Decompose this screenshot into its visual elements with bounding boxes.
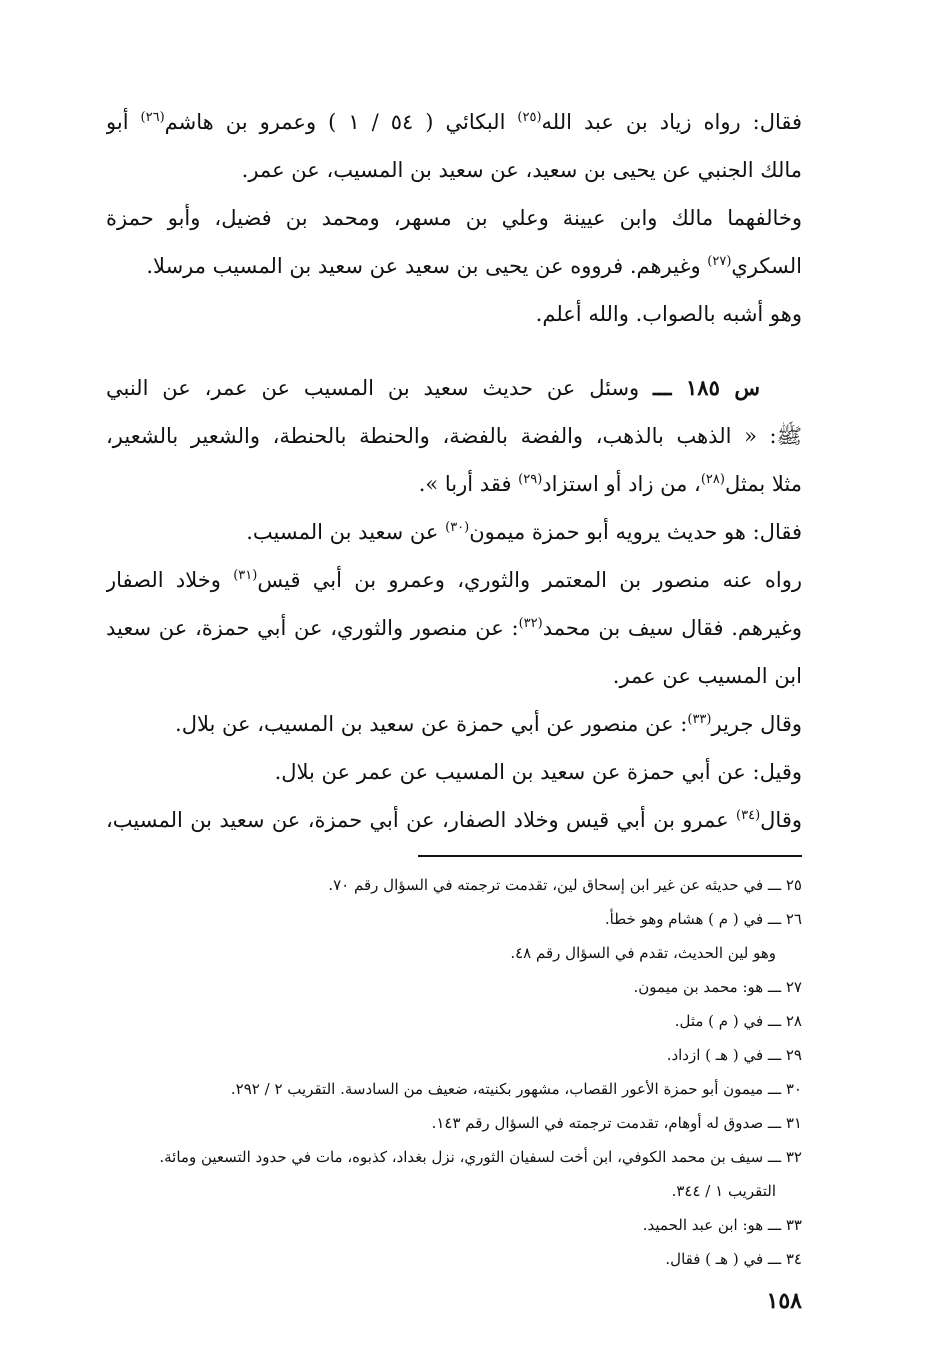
footnote: ٢٨ ـــ في ( م ) مثل.	[674, 1012, 802, 1030]
main-text	[106, 98, 802, 844]
footnote-separator	[418, 855, 802, 857]
text-line: فقال: هو حديث يرويه أبو حمزة ميمون$^{(٣٠)}$ عن سعيد بن المسيب.	[246, 520, 802, 544]
question-heading-line: س ١٨٥ ـــ وسئل عن حديث سعيد بن المسيب عن عمر، عن النبي	[106, 375, 760, 400]
footnote-ref[interactable]: (٣٢)	[518, 616, 543, 631]
footnote: ٣٤ ـــ في ( هـ ) فقال.	[665, 1250, 802, 1268]
footnote: ٢٦ ـــ في ( م ) هشام وهو خطأ.	[604, 910, 802, 928]
text-line: مثلا بمثل$^{(٢٨)}$، من زاد أو استزاد$^{(٢٩)}$ فقد أربا ».	[418, 472, 802, 496]
footnote: ٣٠ ـــ ميمون أبو حمزة الأعور القصاب، مشهور بكنيته، ضعيف من السادسة. التقريب ٢ / ٢٩٢.	[230, 1080, 802, 1098]
footnote-ref[interactable]: (٢٦)	[140, 110, 165, 125]
footnote-ref[interactable]: (٣١)	[233, 568, 258, 583]
footnote-ref[interactable]: (٢٧)	[707, 254, 732, 269]
footnote-ref[interactable]: (٣٠)	[445, 520, 470, 535]
text-line: ابن المسيب عن عمر.	[612, 664, 802, 688]
text-line: رواه عنه منصور بن المعتمر والثوري، وعمرو بن أبي قيس$^{(٣١)}$ وخلاد الصفار	[106, 568, 802, 592]
footnote: ٣٢ ـــ سيف بن محمد الكوفي، ابن أخت لسفيان الثوري، نزل بغداد، كذبوه، مات في حدود التسعين ومائة.	[159, 1148, 802, 1166]
text-line: السكري$^{(٢٧)}$ وغيرهم. فرووه عن يحيى بن سعيد عن سعيد بن المسيب مرسلا.	[146, 254, 802, 278]
footnote-continuation: وهو لين الحديث، تقدم في السؤال رقم ٤٨.	[510, 944, 776, 962]
text-line: وقيل: عن أبي حمزة عن سعيد بن المسيب عن عمر عن بلال.	[274, 760, 802, 784]
text-line: فقال: رواه زياد بن عبد الله$^{(٢٥)}$ البكائي ( ٥٤ / ١ ) وعمرو بن هاشم$^{(٢٦)}$ أبو	[106, 110, 802, 134]
text-line: وغيرهم. فقال سيف بن محمد$^{(٣٢)}$: عن منصور والثوري، عن أبي حمزة، عن سعيد	[106, 616, 802, 640]
footnote-ref[interactable]: (٣٤)	[736, 808, 761, 823]
footnote: ٢٩ ـــ في ( هـ ) ازداد.	[666, 1046, 802, 1064]
text-line: ﷺ: « الذهب بالذهب، والفضة بالفضة، والحنطة بالحنطة، والشعير بالشعير،	[106, 424, 802, 448]
footnote: ٢٥ ـــ في حديثه عن غير ابن إسحاق لين، تقدمت ترجمته في السؤال رقم ٧٠.	[328, 876, 802, 894]
footnote: ٢٧ ـــ هو: محمد بن ميمون.	[633, 978, 802, 996]
question-number: س ١٨٥ ـــ	[653, 375, 760, 400]
text-line: وقال$^{(٣٤)}$ عمرو بن أبي قيس وخلاد الصفار، عن أبي حمزة، عن سعيد بن المسيب،	[106, 808, 802, 832]
text-line: وهو أشبه بالصواب. والله أعلم.	[535, 302, 802, 326]
footnote-ref[interactable]: (٢٥)	[517, 110, 542, 125]
footnote-ref[interactable]: (٢٩)	[518, 472, 543, 487]
footnotes	[106, 868, 802, 1276]
text-line: وقال جرير$^{(٣٣)}$: عن منصور عن أبي حمزة عن سعيد بن المسيب، عن بلال.	[175, 712, 802, 736]
footnote-ref[interactable]: (٢٨)	[700, 472, 725, 487]
footnote-continuation: التقريب ١ / ٣٤٤.	[671, 1182, 776, 1200]
text-line: وخالفهما مالك وابن عيينة وعلي بن مسهر، ومحمد بن فضيل، وأبو حمزة	[106, 206, 802, 230]
paragraph-gap	[106, 338, 802, 364]
footnote-ref[interactable]: (٣٣)	[687, 712, 712, 727]
text-line: مالك الجنبي عن يحيى بن سعيد، عن سعيد بن المسيب، عن عمر.	[241, 158, 802, 182]
footnote: ٣٣ ـــ هو: ابن عبد الحميد.	[642, 1216, 802, 1234]
footnote: ٣١ ـــ صدوق له أوهام، تقدمت ترجمته في السؤال رقم ١٤٣.	[431, 1114, 802, 1132]
page-number: ١٥٨	[766, 1288, 802, 1314]
